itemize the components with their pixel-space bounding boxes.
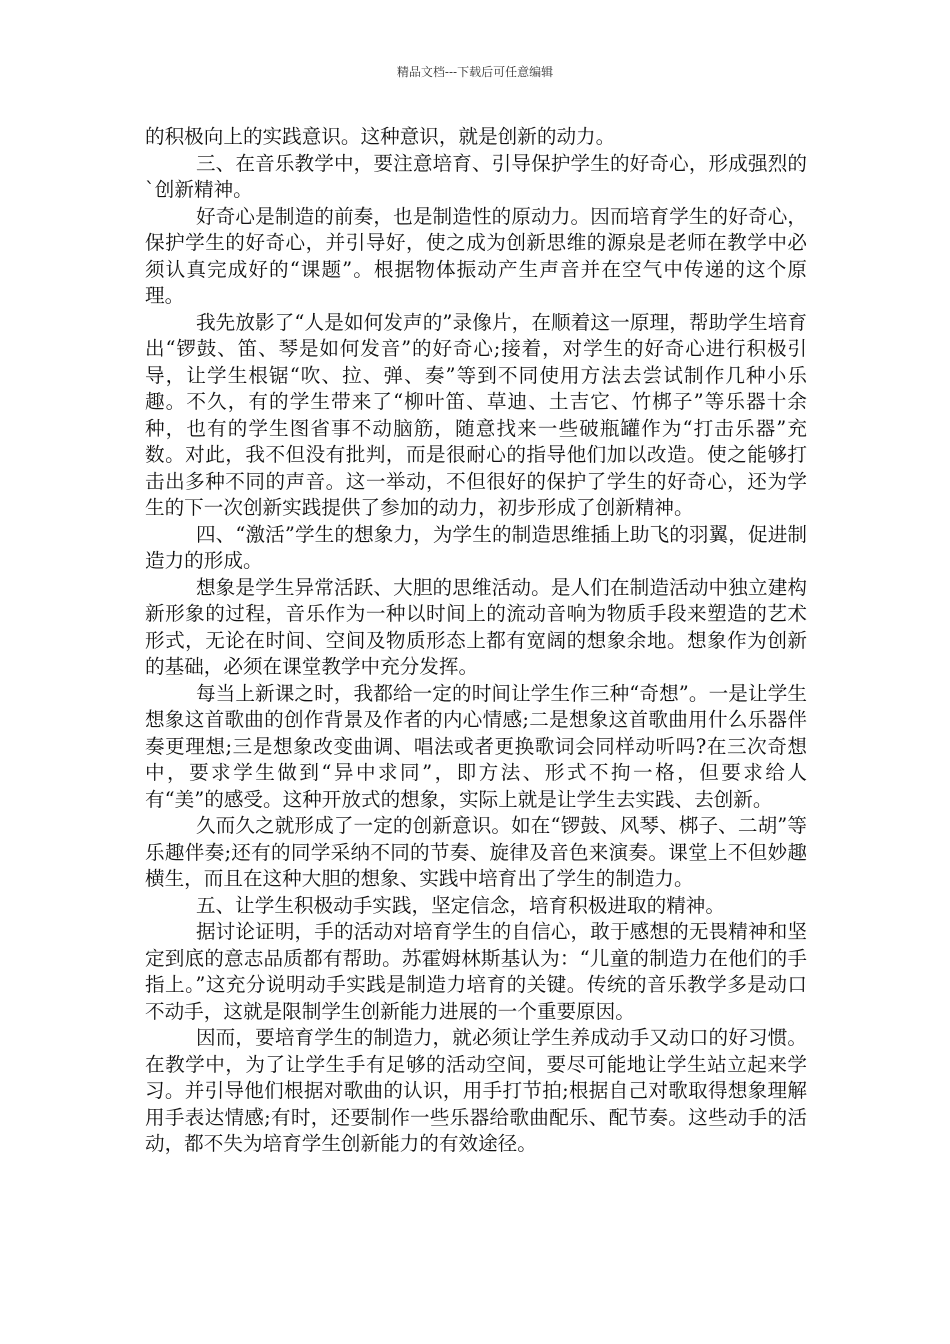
paragraph: 好奇心是制造的前奏，也是制造性的原动力。因而培育学生的好奇心，保护学生的好奇心，并引导好，使之成为创新思维的源泉是老师在教学中必须认真完成好的“课题”。根据物体振动产生声音并在空气中传递的这个原理。 xyxy=(145,204,807,307)
document-body xyxy=(145,124,807,1158)
section-heading-3: 三、在音乐教学中，要注意培育、引导保护学生的好奇心，形成强烈的`创新精神。 xyxy=(145,151,807,201)
section-heading-4: 四、“激活”学生的想象力，为学生的制造思维插上助飞的羽翼，促进制造力的形成。 xyxy=(145,522,807,572)
paragraph: 我先放影了“人是如何发声的”录像片，在顺着这一原理，帮助学生培育出“锣鼓、笛、琴是如何发音”的好奇心;接着，对学生的好奇心进行积极引导，让学生根锯“吹、拉、弹、奏”等到不同使用方法去尝试制作几种小乐趣。不久，有的学生带来了“柳叶笛、草迪、土吉它、竹梆子”等乐器十余种，也有的学生图省事不动脑筋，随意找来一些破瓶罐作为“打击乐器”充数。对此，我不但没有批判，而是很耐心的指导他们加以改造。使之能够打击出多种不同的声音。这一举动，不但很好的保护了学生的好奇心，还为学生的下一次创新实践提供了参加的动力，初步形成了创新精神。 xyxy=(145,310,807,519)
paragraph: 想象是学生异常活跃、大胆的思维活动。是人们在制造活动中独立建构新形象的过程，音乐作为一种以时间上的流动音响为物质手段来塑造的艺术形式，无论在时间、空间及物质形态上都有宽阔的想象余地。想象作为创新的基础，必须在课堂教学中充分发挥。 xyxy=(145,575,807,678)
page-header: 精品文档---下载后可任意编辑 xyxy=(396,65,554,79)
paragraph: 据讨论证明，手的活动对培育学生的自信心，敢于感想的无畏精神和坚定到底的意志品质都有帮助。苏霍姆林斯基认为：“儿童的制造力在他们的手指上。”这充分说明动手实践是制造力培育的关键。传统的音乐教学多是动口不动手，这就是限制学生创新能力进展的一个重要原因。 xyxy=(145,920,807,1023)
section-heading-5: 五、让学生积极动手实践，坚定信念，培育积极进取的精神。 xyxy=(195,893,725,917)
paragraph: 每当上新课之时，我都给一定的时间让学生作三种“奇想”。一是让学生想象这首歌曲的创作背景及作者的内心情感;二是想象这首歌曲用什么乐器伴奏更理想;三是想象改变曲调、唱法或者更换歌词会同样动听吗?在三次奇想中，要求学生做到“异中求同”，即方法、形式不拘一格，但要求给人有“美”的感受。这种开放式的想象，实际上就是让学生去实践、去创新。 xyxy=(145,681,807,811)
paragraph: 因而，要培育学生的制造力，就必须让学生养成动手又动口的好习惯。在教学中，为了让学生手有足够的活动空间，要尽可能地让学生站立起来学习。并引导他们根据对歌曲的认识，用手打节拍;根据自己对歌取得想象理解用手表达情感;有时，还要制作一些乐器给歌曲配乐、配节奏。这些动手的活动，都不失为培育学生创新能力的有效途径。 xyxy=(145,1026,807,1155)
paragraph-continuation: 的积极向上的实践意识。这种意识，就是创新的动力。 xyxy=(145,125,616,148)
paragraph: 久而久之就形成了一定的创新意识。如在“锣鼓、风琴、梆子、二胡”等乐趣伴奏;还有的同学采纳不同的节奏、旋律及音色来演奏。课堂上不但妙趣横生，而且在这种大胆的想象、实践中培育出了学生的制造力。 xyxy=(145,814,807,890)
